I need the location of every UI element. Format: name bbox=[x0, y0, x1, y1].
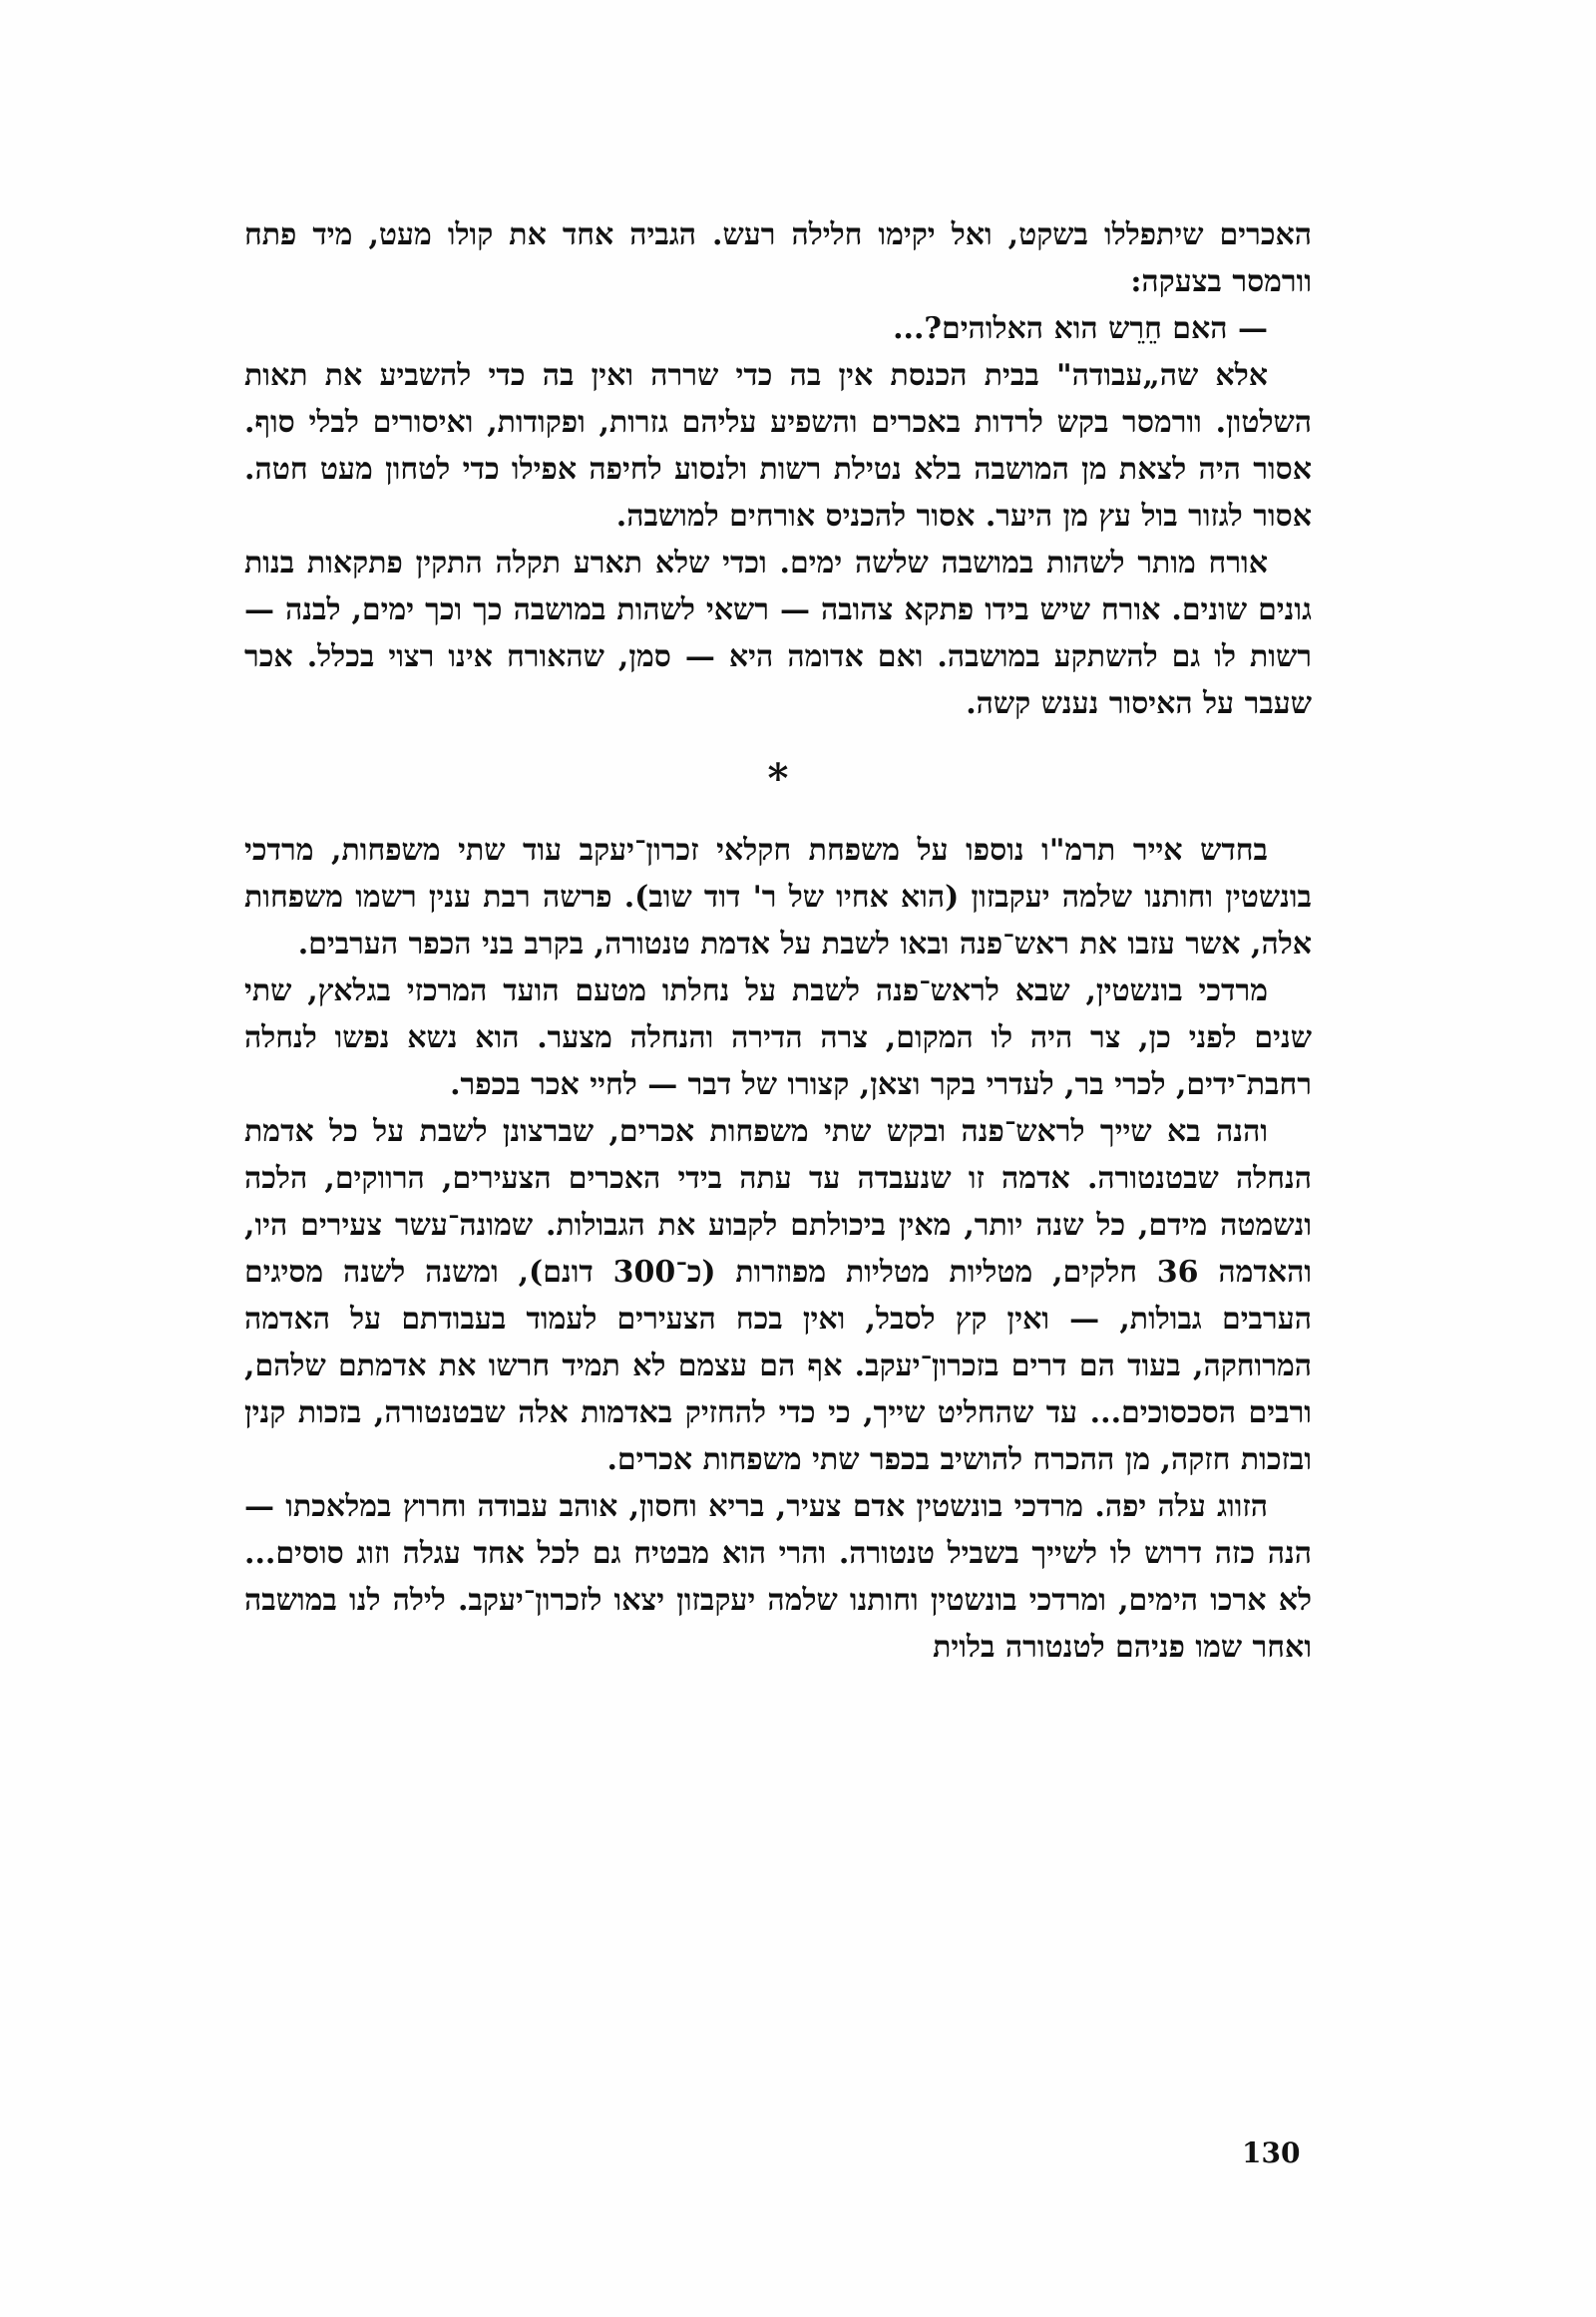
page-number: 130 bbox=[1242, 2136, 1301, 2169]
paragraph-prohibitions: אלא שה„עבודה" בבית הכנסת אין בה כדי שררה ואין בה כדי להשביע את תאות השלטון. וורמסר בקש לרדות באכרים והשפיע עליהם גזרות, ופקודות, ואיסורים לבלי סוף. אסור היה לצאת מן המושבה בלא נטילת רשות ולנסוע לחיפה אפילו כדי לטחון מעט חטה. אסור לגזור בול עץ מן היער. אסור להכניס אורחים למושבה. bbox=[244, 358, 1312, 534]
paragraph-guest-notes: אורח מותר לשהות במושבה שלשה ימים. וכדי שלא תארע תקלה התקין פתקאות בנות גונים שונים. אורח שיש בידו פתקא צהובה — רשאי לשהות במושבה כך וכך ימים, לבנה — רשות לו גם להשתקע במושבה. ואם אדומה היא — סמן, שהאורח אינו רצוי בכלל. אכר שעבר על האיסור נענש קשה. bbox=[244, 546, 1312, 721]
section-separator-asterisk: * bbox=[767, 755, 789, 802]
paragraph-sheikh: והנה בא שייך לראש־פנה ובקש שתי משפחות אכרים, שברצונן לשבת על כל אדמת הנחלה שבטנטורה. אדמה זו שנעבדה עד עתה בידי האכרים הצעירים, הרווקים, הלכה ונשמטה מידם, כל שנה יותר, מאין ביכולתם לקבוע את הגבולות. שמונה־עשר צעירים היו, והאדמה 36 חלקים, מטליות מטליות מפוזרות (כ־300 דונם), ומשנה לשנה מסיגים הערבים גבולות, — ואין קץ לסבל, ואין בכח הצעירים לעמוד בעבודתם על האדמה המרוחקה, בעוד הם דרים בזכרון־יעקב. אף הם עצמם לא תמיד חרשו את אדמתם שלהם, ורבים הסכסוכים... עד שהחליט שייך, כי כדי להחזיק באדמות אלה שבטנטורה, בזכות קנין ובזכות חזקה, מן ההכרח להושיב בכפר שתי משפחות אכרים. bbox=[244, 1114, 1313, 1477]
dialogue-line: — האם חֵרֵש הוא האלוהים?... bbox=[893, 311, 1268, 346]
paragraph-new-families: בחדש אייר תרמ"ו נוספו על משפחת חקלאי זכרון־יעקב עוד שתי משפחות, מרדכי בונשטין וחותנו שלמה יעקבזון (הוא אחיו של ר' דוד שוב). פרשה רבת ענין רשמו משפחות אלה, אשר עזבו את ראש־פנה ובאו לשבת על אדמת טנטורה, בקרב בני הכפר הערבים. bbox=[244, 833, 1312, 962]
paragraph-match: הזווג עלה יפה. מרדכי בונשטין אדם צעיר, בריא וחסון, אוהב עבודה וחרוץ במלאכתו — הנה כזה דרוש לו לשייך בשביל טנטורה. והרי הוא מבטיח גם לכל אחד עגלה וזוג סוסים... לא ארכו הימים, ומרדכי בונשטין וחותנו שלמה יעקבזון יצאו לזכרון־יעקב. לילה לנו במושבה ואחר שמו פניהם לטנטורה בלוית bbox=[244, 1489, 1312, 1665]
paragraph-bonstein: מרדכי בונשטין, שבא לראש־פנה לשבת על נחלתו מטעם הועד המרכזי בגלאץ, שתי שנים לפני כן, צר היה לו המקום, צרה הדירה והנחלה מצער. הוא נשא נפשו לנחלה רחבת־ידים, לכרי בר, לעדרי בקר וצאן, קצורו של דבר — לחיי אכר בכפר. bbox=[244, 973, 1312, 1102]
paragraph-intro: האכרים שיתפללו בשקט, ואל יקימו חלילה רעש. הגביה אחד את קולו מעט, מיד פתח וורמסר בצעקה: bbox=[244, 217, 1312, 299]
body-text bbox=[244, 211, 1312, 1671]
